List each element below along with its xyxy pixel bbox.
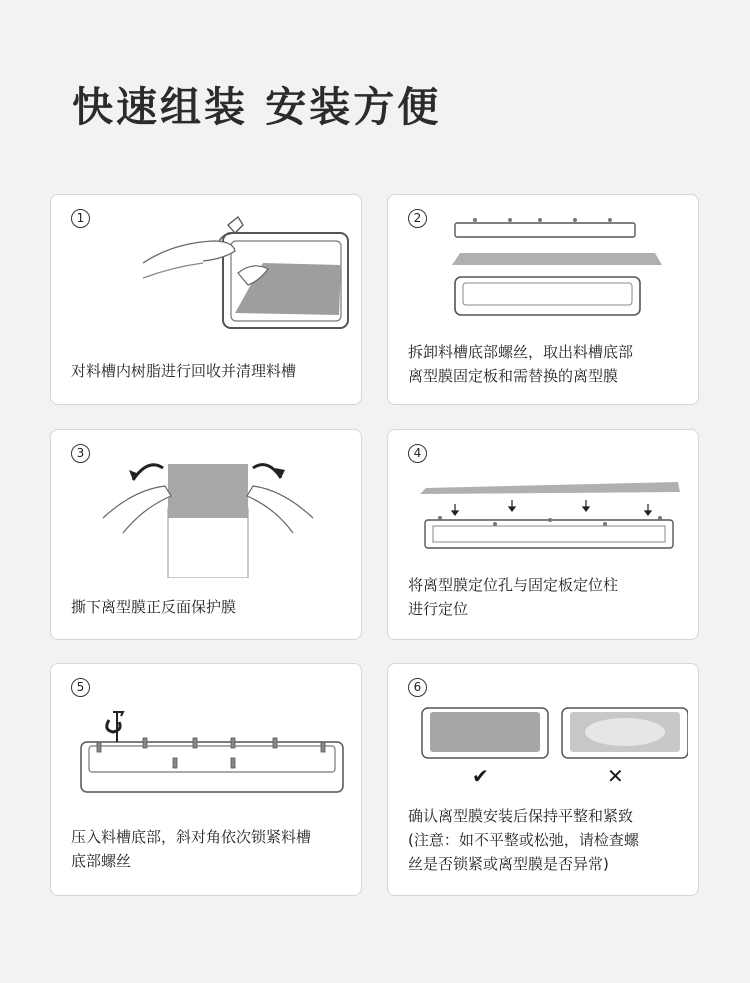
caption-line: 拆卸料槽底部螺丝，取出料槽底部 [408, 343, 634, 361]
step-card-5 [50, 663, 362, 896]
step-card-3 [50, 429, 362, 640]
step-number-badge: 6 [408, 678, 427, 697]
step-1-illustration [63, 203, 351, 343]
step-number-badge: 4 [408, 444, 427, 463]
caption-line: 离型膜固定板和需替换的离型膜 [408, 367, 619, 385]
step-caption [408, 804, 680, 876]
step-card-6 [387, 663, 699, 896]
page-title: 快速组装 安装方便 [72, 83, 442, 131]
step-card-1 [50, 194, 362, 405]
step-2-illustration [400, 203, 688, 343]
step-caption [408, 573, 680, 621]
step-card-4 [387, 429, 699, 640]
caption-line: 撕下离型膜正反面保护膜 [71, 598, 237, 616]
step-4-illustration [400, 438, 688, 578]
caption-line: 底部螺丝 [71, 852, 132, 870]
step-3-illustration [63, 438, 351, 578]
step-number-badge: 3 [71, 444, 90, 463]
step-caption [408, 340, 680, 388]
cross-icon: ✕ [607, 764, 624, 788]
check-icon: ✔ [472, 764, 489, 788]
caption-line: 对料槽内树脂进行回收并清理料槽 [71, 362, 297, 380]
step-caption [71, 359, 343, 383]
caption-line: (注意：如不平整或松弛，请检查螺 [408, 831, 639, 849]
step-card-2 [387, 194, 699, 405]
caption-line: 压入料槽底部，斜对角依次锁紧料槽 [71, 828, 312, 846]
step-number-badge: 5 [71, 678, 90, 697]
step-number-badge: 1 [71, 209, 90, 228]
caption-line: 进行定位 [408, 600, 469, 618]
step-5-illustration [63, 672, 351, 812]
caption-line: 丝是否锁紧或离型膜是否异常) [408, 855, 609, 873]
step-number-badge: 2 [408, 209, 427, 228]
caption-line: 确认离型膜安装后保持平整和紧致 [408, 807, 634, 825]
step-caption [71, 595, 343, 619]
step-caption [71, 825, 343, 873]
step-6-illustration [400, 672, 688, 812]
caption-line: 将离型膜定位孔与固定板定位柱 [408, 576, 619, 594]
compare-marks [388, 764, 700, 788]
